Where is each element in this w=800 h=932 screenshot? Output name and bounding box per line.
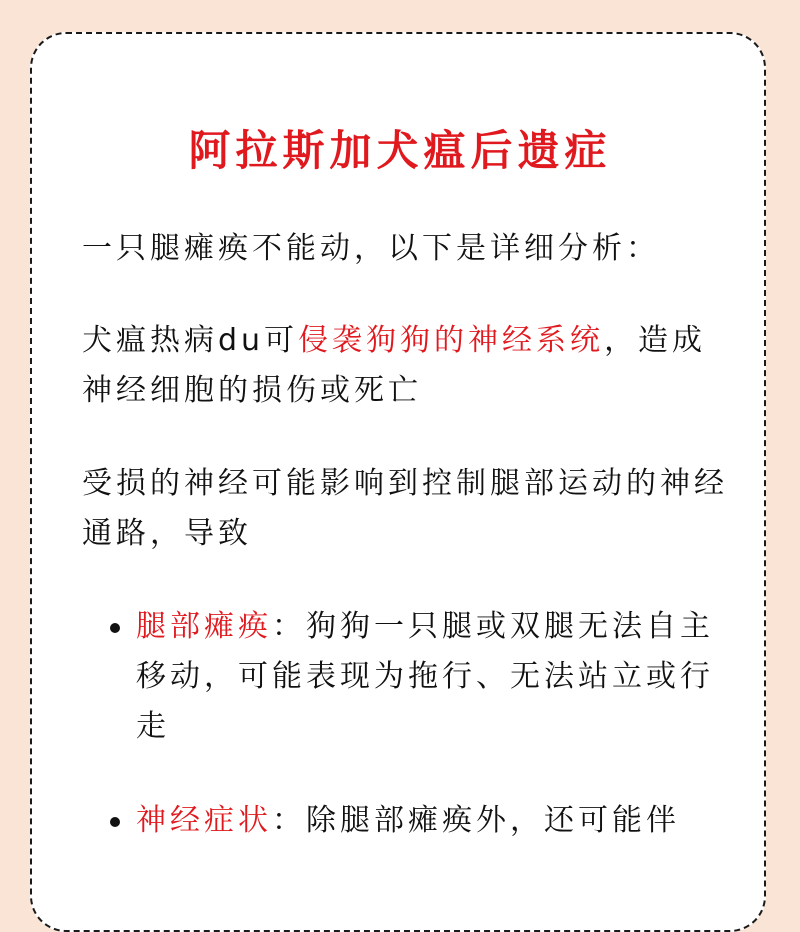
list-item-term: 腿部瘫痪 (136, 609, 272, 644)
list-item (136, 602, 716, 752)
list-item (136, 796, 716, 846)
intro-paragraph: 一只腿瘫痪不能动，以下是详细分析： (82, 231, 660, 266)
list-item-text: ：狗狗一只腿或双腿无法自主移动，可能表现为拖行、无法站立或行走 (136, 609, 714, 744)
bullet-icon (110, 817, 120, 827)
bullet-icon (110, 623, 120, 633)
paragraph-text: ，造成神经细胞的损伤或死亡 (82, 323, 707, 408)
list-item-text: ：除腿部瘫痪外，还可能伴 (272, 803, 680, 838)
highlight-text: 侵袭狗狗的神经系统 (298, 323, 605, 358)
paragraph-text: 犬瘟热病du可 (82, 323, 299, 358)
list-item-term: 神经症状 (136, 803, 272, 838)
article-title: 阿拉斯加犬瘟后遗症 (188, 126, 612, 175)
nerve-damage-paragraph: 受损的神经可能影响到控制腿部运动的神经通路，导致 (82, 466, 728, 551)
neural-system-paragraph (82, 316, 732, 416)
